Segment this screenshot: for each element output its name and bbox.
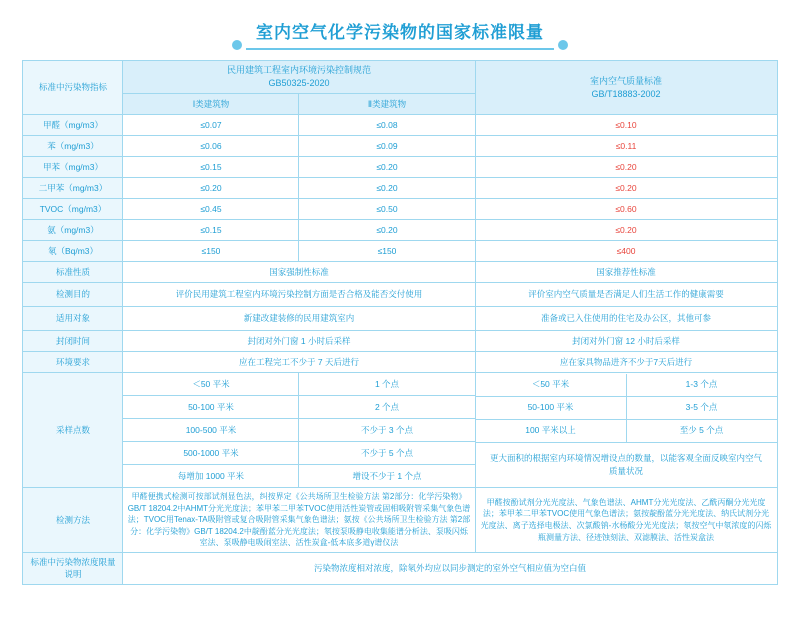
sampling-area: 每增加 1000 平米 [123,465,299,488]
pollutant-value-class1: ≤0.15 [123,220,299,241]
pollutant-value-gb18883: ≤400 [475,241,777,262]
pollutant-value-class2: ≤0.08 [299,115,475,136]
pollutant-name: 氨（mg/m3） [23,220,123,241]
header-group1 [123,61,475,94]
table-row [23,331,777,352]
sampling-area: 100 平米以上 [476,419,627,442]
sampling-left-table [123,373,475,488]
pollutant-value-class1: ≤150 [123,241,299,262]
table-row [23,136,777,157]
table-row [23,262,777,283]
header-group1-subtitle: GB50325-2020 [268,78,330,89]
pollutant-value-class1: ≤0.20 [123,178,299,199]
method-text-gb18883: 甲醛按酚试剂分光光度法、气象色谱法、AHMT分光光度法、乙酰丙酮分光光度法；苯甲苯二甲苯TVOC使用气象色谱法；氨按靛酚蓝分光光度法、纳氏试剂分光光度法、离子选择电极法、次氯酸钠-水杨酸分光光度法；氡按空气中氡浓度的闪烁瓶测量方法、径迹蚀刻法、双滤膜法、活性炭盒法 [475,488,777,553]
header-group2-subtitle: GB/T18883-2002 [591,88,661,99]
pollutant-value-class2: ≤150 [299,241,475,262]
sampling-left-row [123,373,474,396]
sampling-right-row [476,419,777,442]
sampling-left-row [123,419,474,442]
table-row [23,115,777,136]
header-class-2: Ⅱ类建筑物 [299,94,475,115]
pollutant-value-gb18883: ≤0.60 [475,199,777,220]
method-text-gb50325: 甲醛便携式检测可按部试剂显色法，纠按界定《公共场所卫生检验方法 第2部分：化学污染物》GB/T 18204.2中AHMT分光光度法；苯甲苯二甲苯TVOC使用活性炭管或固相吸附管采集气象色谱法；TVOC用Tenax-TA吸附管或复合吸附管采集气象色谱法；氨按《公共场所卫生检验方法 第2部分：化学污染物》GB/T 18204.2中靛酚蓝分光光度法；氡按泵吸静电收集能谱分析法、泵吸闪烁室法、泵吸静电吸闹室法、活性炭盒-低本底多道γ谱仪法 [123,488,475,553]
pollutant-value-class1: ≤0.07 [123,115,299,136]
footer-text: 污染物浓度相对浓度，除氡外均应以同步测定的室外空气相应值为空白值 [123,553,777,585]
method-row [23,488,777,553]
table-row [23,307,777,331]
page-title: 室内空气化学污染物的国家标准限量 [246,18,554,50]
method-label: 检测方法 [23,488,123,553]
sampling-points: 1 个点 [299,373,475,396]
pollutant-value-gb18883: ≤0.20 [475,178,777,199]
sampling-points: 增设不少于 1 个点 [299,465,475,488]
header-group2-title: 室内空气质量标准 [590,75,663,86]
sampling-area: ＜50 平米 [476,374,627,397]
pollutant-value-class1: ≤0.06 [123,136,299,157]
pollutant-value-class2: ≤0.09 [299,136,475,157]
table-row [23,199,777,220]
pollutant-name: 甲苯（mg/m3） [23,157,123,178]
pollutant-value-gb18883: ≤0.10 [475,115,777,136]
attribute-value-gb18883: 封闭对外门窗 12 小时后采样 [475,331,777,352]
pollutant-value-class1: ≤0.15 [123,157,299,178]
table-row [23,220,777,241]
sampling-label: 采样点数 [23,373,123,488]
attribute-label: 适用对象 [23,307,123,331]
sampling-points: 不少于 5 个点 [299,442,475,465]
table-row [23,352,777,373]
sampling-left-row [123,465,474,488]
sampling-area: 50-100 平米 [476,396,627,419]
sampling-left-row [123,442,474,465]
footer-label: 标准中污染物浓度限量说明 [23,553,123,585]
pollutant-value-gb18883: ≤0.11 [475,136,777,157]
sampling-left-row [123,396,474,419]
pollutant-value-class2: ≤0.50 [299,199,475,220]
attribute-value-gb50325: 评价民用建筑工程室内环境污染控制方面是否合格及能否交付使用 [123,283,475,307]
pollutant-value-gb18883: ≤0.20 [475,220,777,241]
sampling-points: 2 个点 [299,396,475,419]
pollutant-value-class2: ≤0.20 [299,220,475,241]
table-row [23,241,777,262]
pollutant-value-class1: ≤0.45 [123,199,299,220]
pollutant-value-class2: ≤0.20 [299,178,475,199]
standards-table [22,60,777,585]
header-group1-title: 民用建筑工程室内环境污染控制规范 [226,65,371,75]
sampling-row [23,373,777,488]
pollutant-value-gb18883: ≤0.20 [475,157,777,178]
attribute-value-gb18883: 国家推荐性标准 [475,262,777,283]
table-row [23,283,777,307]
sampling-right-note-row [476,442,777,487]
attribute-value-gb50325: 新建改建装修的民用建筑室内 [123,307,475,331]
header-index-label: 标准中污染物指标 [23,61,123,115]
header-class-1: Ⅰ类建筑物 [123,94,299,115]
attribute-value-gb18883: 应在家具物品进齐不少于7天后进行 [475,352,777,373]
sampling-area: 500-1000 平米 [123,442,299,465]
sampling-points: 3-5 个点 [626,396,777,419]
attribute-label: 检测目的 [23,283,123,307]
attribute-value-gb50325: 国家强制性标准 [123,262,475,283]
attribute-value-gb18883: 评价室内空气质量是否满足人们生活工作的健康需要 [475,283,777,307]
pollutant-name: 苯（mg/m3） [23,136,123,157]
attribute-value-gb18883: 准备或已入住使用的住宅及办公区，其他可参 [475,307,777,331]
pollutant-name: TVOC（mg/m3） [23,199,123,220]
attribute-label: 标准性质 [23,262,123,283]
sampling-area: 50-100 平米 [123,396,299,419]
sampling-points: 至少 5 个点 [626,419,777,442]
table-row [23,157,777,178]
attribute-label: 封闭时间 [23,331,123,352]
pollutant-name: 甲醛（mg/m3） [23,115,123,136]
footer-row [23,553,777,585]
pollutant-name: 氡（Bq/m3） [23,241,123,262]
sampling-points: 1-3 个点 [626,374,777,397]
pollutant-value-class2: ≤0.20 [299,157,475,178]
sampling-right-row [476,396,777,419]
sampling-area: ＜50 平米 [123,373,299,396]
attribute-value-gb50325: 应在工程完工不少于 7 天后进行 [123,352,475,373]
sampling-area: 100-500 平米 [123,419,299,442]
table-row [23,178,777,199]
pollutant-name: 二甲苯（mg/m3） [23,178,123,199]
sampling-right-row [476,374,777,397]
sampling-points: 不少于 3 个点 [299,419,475,442]
title-container [0,0,800,60]
attribute-value-gb50325: 封闭对外门窗 1 小时后采样 [123,331,475,352]
sampling-right-table [475,373,777,488]
attribute-label: 环境要求 [23,352,123,373]
header-group2 [475,61,777,115]
sampling-right-note: 更大面积的根据室内环境情况增设点的数量，以能客观全面反映室内空气质量状况 [476,442,777,487]
